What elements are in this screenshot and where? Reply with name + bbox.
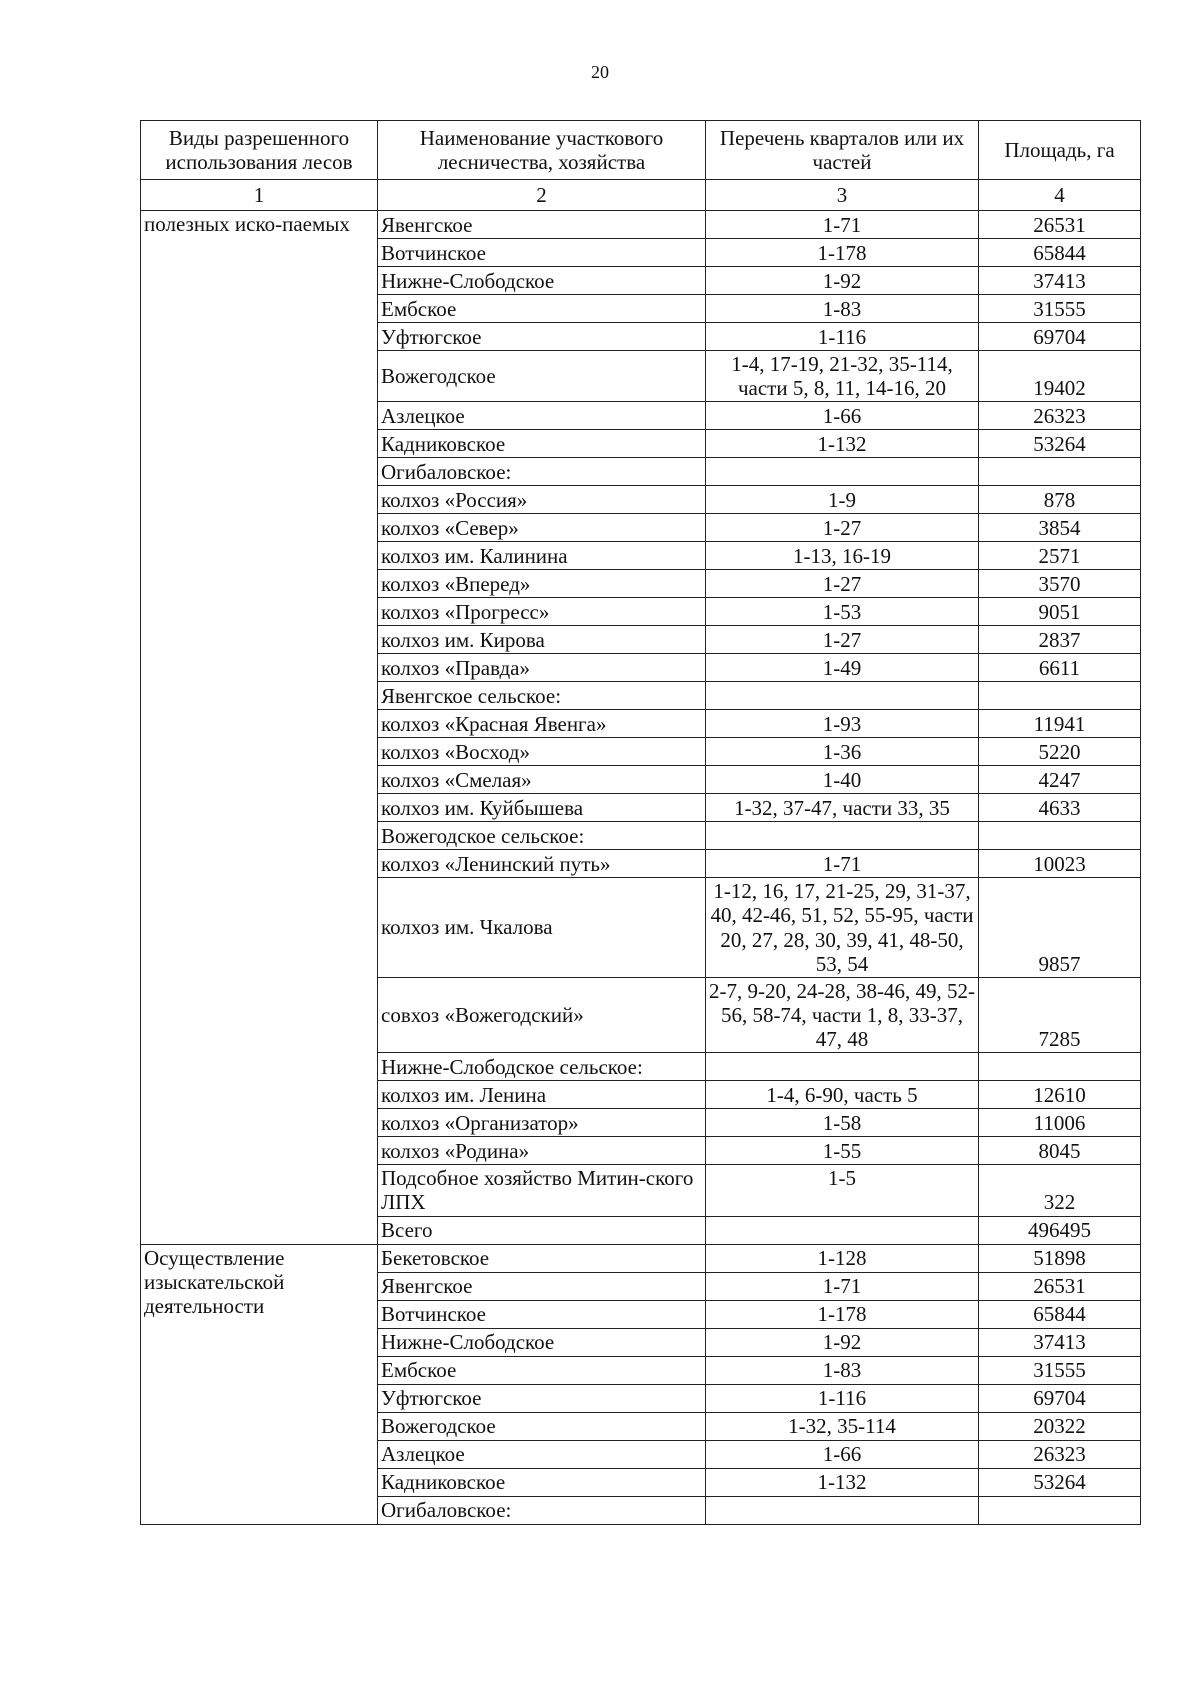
forestry-name-cell: Ембское bbox=[378, 295, 706, 323]
area-cell: 53264 bbox=[979, 1468, 1141, 1496]
quarters-cell: 1-4, 6-90, часть 5 bbox=[706, 1081, 979, 1109]
area-cell: 9051 bbox=[979, 598, 1141, 626]
forestry-name-cell: Всего bbox=[378, 1216, 706, 1244]
forestry-name-cell: колхоз «Россия» bbox=[378, 486, 706, 514]
area-cell: 4247 bbox=[979, 766, 1141, 794]
area-cell: 19402 bbox=[979, 351, 1141, 402]
quarters-cell: 1-49 bbox=[706, 654, 979, 682]
forestry-name-cell: Огибаловское: bbox=[378, 458, 706, 486]
area-cell bbox=[979, 822, 1141, 850]
table-row bbox=[141, 211, 1141, 239]
quarters-cell: 1-66 bbox=[706, 1440, 979, 1468]
quarters-cell: 1-66 bbox=[706, 402, 979, 430]
header-use-type: Виды разрешенного использования лесов bbox=[141, 121, 378, 180]
forestry-name-cell: колхоз «Правда» bbox=[378, 654, 706, 682]
area-cell bbox=[979, 682, 1141, 710]
area-cell bbox=[979, 458, 1141, 486]
column-number: 1 bbox=[141, 180, 378, 211]
forestry-name-cell: колхоз «Север» bbox=[378, 514, 706, 542]
forest-use-table bbox=[140, 120, 1141, 1525]
quarters-cell bbox=[706, 1053, 979, 1081]
quarters-cell: 1-132 bbox=[706, 430, 979, 458]
area-cell: 11941 bbox=[979, 710, 1141, 738]
forestry-name-cell: колхоз «Восход» bbox=[378, 738, 706, 766]
quarters-cell: 1-9 bbox=[706, 486, 979, 514]
area-cell: 69704 bbox=[979, 323, 1141, 351]
quarters-cell: 1-93 bbox=[706, 710, 979, 738]
area-cell: 6611 bbox=[979, 654, 1141, 682]
area-cell: 69704 bbox=[979, 1384, 1141, 1412]
forestry-name-cell: колхоз им. Ленина bbox=[378, 1081, 706, 1109]
quarters-cell: 1-178 bbox=[706, 239, 979, 267]
forestry-name-cell: колхоз «Организатор» bbox=[378, 1109, 706, 1137]
header-forestry-name: Наименование участкового лесничества, хозяйства bbox=[378, 121, 706, 180]
table-body bbox=[141, 211, 1141, 1525]
forestry-name-cell: колхоз им. Чкалова bbox=[378, 878, 706, 978]
area-cell: 2837 bbox=[979, 626, 1141, 654]
forestry-name-cell: Подсобное хозяйство Митин-ского ЛПХ bbox=[378, 1165, 706, 1216]
area-cell: 51898 bbox=[979, 1244, 1141, 1272]
quarters-cell: 1-71 bbox=[706, 1272, 979, 1300]
quarters-cell: 1-40 bbox=[706, 766, 979, 794]
area-cell: 53264 bbox=[979, 430, 1141, 458]
quarters-cell: 1-36 bbox=[706, 738, 979, 766]
column-number: 2 bbox=[378, 180, 706, 211]
quarters-cell: 1-71 bbox=[706, 211, 979, 239]
column-number: 4 bbox=[979, 180, 1141, 211]
area-cell: 7285 bbox=[979, 977, 1141, 1052]
quarters-cell: 1-83 bbox=[706, 1356, 979, 1384]
forestry-name-cell: Вожегодское bbox=[378, 351, 706, 402]
forestry-name-cell: колхоз «Родина» bbox=[378, 1137, 706, 1165]
quarters-cell: 1-92 bbox=[706, 267, 979, 295]
header-area: Площадь, га bbox=[979, 121, 1141, 180]
area-cell: 12610 bbox=[979, 1081, 1141, 1109]
table-header bbox=[141, 121, 1141, 211]
forestry-name-cell: колхоз им. Куйбышева bbox=[378, 794, 706, 822]
forestry-name-cell: Явенгское bbox=[378, 211, 706, 239]
forestry-name-cell: колхоз им. Калинина bbox=[378, 542, 706, 570]
quarters-cell: 1-13, 16-19 bbox=[706, 542, 979, 570]
quarters-cell: 1-55 bbox=[706, 1137, 979, 1165]
area-cell: 26323 bbox=[979, 402, 1141, 430]
quarters-cell: 1-5 bbox=[706, 1165, 979, 1216]
quarters-cell: 1-32, 35-114 bbox=[706, 1412, 979, 1440]
area-cell: 37413 bbox=[979, 267, 1141, 295]
forestry-name-cell: Нижне-Слободское bbox=[378, 267, 706, 295]
quarters-cell: 1-12, 16, 17, 21-25, 29, 31-37, 40, 42-46, 51, 52, 55-95, части 20, 27, 28, 30, 39, 41, 48-50, 53, 54 bbox=[706, 878, 979, 978]
quarters-cell: 1-178 bbox=[706, 1300, 979, 1328]
quarters-cell: 1-53 bbox=[706, 598, 979, 626]
use-type-cell: Осуществление изыскательской деятельности bbox=[141, 1244, 378, 1524]
forestry-name-cell: Азлецкое bbox=[378, 1440, 706, 1468]
forestry-name-cell: Явенгское сельское: bbox=[378, 682, 706, 710]
area-cell: 3570 bbox=[979, 570, 1141, 598]
quarters-cell: 2-7, 9-20, 24-28, 38-46, 49, 52-56, 58-74, части 1, 8, 33-37, 47, 48 bbox=[706, 977, 979, 1052]
forestry-name-cell: Уфтюгское bbox=[378, 1384, 706, 1412]
area-cell: 20322 bbox=[979, 1412, 1141, 1440]
quarters-cell: 1-92 bbox=[706, 1328, 979, 1356]
forestry-name-cell: Нижне-Слободское bbox=[378, 1328, 706, 1356]
area-cell: 2571 bbox=[979, 542, 1141, 570]
column-number: 3 bbox=[706, 180, 979, 211]
forestry-name-cell: Вожегодское bbox=[378, 1412, 706, 1440]
column-number-row bbox=[141, 180, 1141, 211]
quarters-cell bbox=[706, 458, 979, 486]
quarters-cell: 1-83 bbox=[706, 295, 979, 323]
forestry-name-cell: совхоз «Вожегодский» bbox=[378, 977, 706, 1052]
forestry-name-cell: Кадниковское bbox=[378, 1468, 706, 1496]
quarters-cell: 1-116 bbox=[706, 323, 979, 351]
area-cell: 65844 bbox=[979, 239, 1141, 267]
quarters-cell: 1-128 bbox=[706, 1244, 979, 1272]
forestry-name-cell: колхоз «Прогресс» bbox=[378, 598, 706, 626]
area-cell bbox=[979, 1053, 1141, 1081]
quarters-cell bbox=[706, 822, 979, 850]
quarters-cell bbox=[706, 1216, 979, 1244]
quarters-cell bbox=[706, 682, 979, 710]
quarters-cell: 1-27 bbox=[706, 570, 979, 598]
area-cell: 322 bbox=[979, 1165, 1141, 1216]
area-cell bbox=[979, 1496, 1141, 1524]
quarters-cell: 1-132 bbox=[706, 1468, 979, 1496]
area-cell: 11006 bbox=[979, 1109, 1141, 1137]
area-cell: 9857 bbox=[979, 878, 1141, 978]
forestry-name-cell: Ембское bbox=[378, 1356, 706, 1384]
forestry-name-cell: Вотчинское bbox=[378, 1300, 706, 1328]
forestry-name-cell: Огибаловское: bbox=[378, 1496, 706, 1524]
quarters-cell: 1-116 bbox=[706, 1384, 979, 1412]
area-cell: 26531 bbox=[979, 1272, 1141, 1300]
area-cell: 31555 bbox=[979, 295, 1141, 323]
forestry-name-cell: Вотчинское bbox=[378, 239, 706, 267]
forestry-name-cell: колхоз «Вперед» bbox=[378, 570, 706, 598]
area-cell: 8045 bbox=[979, 1137, 1141, 1165]
forestry-name-cell: Кадниковское bbox=[378, 430, 706, 458]
area-cell: 496495 bbox=[979, 1216, 1141, 1244]
area-cell: 26531 bbox=[979, 211, 1141, 239]
use-type-cell: полезных иско-паемых bbox=[141, 211, 378, 1245]
quarters-cell: 1-4, 17-19, 21-32, 35-114, части 5, 8, 11, 14-16, 20 bbox=[706, 351, 979, 402]
header-quarters: Перечень кварталов или их частей bbox=[706, 121, 979, 180]
quarters-cell: 1-58 bbox=[706, 1109, 979, 1137]
area-cell: 65844 bbox=[979, 1300, 1141, 1328]
quarters-cell bbox=[706, 1496, 979, 1524]
area-cell: 4633 bbox=[979, 794, 1141, 822]
area-cell: 5220 bbox=[979, 738, 1141, 766]
forestry-name-cell: Уфтюгское bbox=[378, 323, 706, 351]
page-number: 20 bbox=[591, 62, 609, 82]
forestry-name-cell: колхоз им. Кирова bbox=[378, 626, 706, 654]
quarters-cell: 1-27 bbox=[706, 514, 979, 542]
area-cell: 26323 bbox=[979, 1440, 1141, 1468]
forestry-name-cell: Вожегодское сельское: bbox=[378, 822, 706, 850]
area-cell: 31555 bbox=[979, 1356, 1141, 1384]
forestry-name-cell: Нижне-Слободское сельское: bbox=[378, 1053, 706, 1081]
forestry-name-cell: Азлецкое bbox=[378, 402, 706, 430]
forestry-name-cell: колхоз «Красная Явенга» bbox=[378, 710, 706, 738]
quarters-cell: 1-71 bbox=[706, 850, 979, 878]
quarters-cell: 1-27 bbox=[706, 626, 979, 654]
quarters-cell: 1-32, 37-47, части 33, 35 bbox=[706, 794, 979, 822]
forestry-name-cell: Бекетовское bbox=[378, 1244, 706, 1272]
forestry-name-cell: колхоз «Смелая» bbox=[378, 766, 706, 794]
area-cell: 10023 bbox=[979, 850, 1141, 878]
forestry-name-cell: колхоз «Ленинский путь» bbox=[378, 850, 706, 878]
area-cell: 3854 bbox=[979, 514, 1141, 542]
table-row bbox=[141, 1244, 1141, 1272]
area-cell: 878 bbox=[979, 486, 1141, 514]
area-cell: 37413 bbox=[979, 1328, 1141, 1356]
forestry-name-cell: Явенгское bbox=[378, 1272, 706, 1300]
